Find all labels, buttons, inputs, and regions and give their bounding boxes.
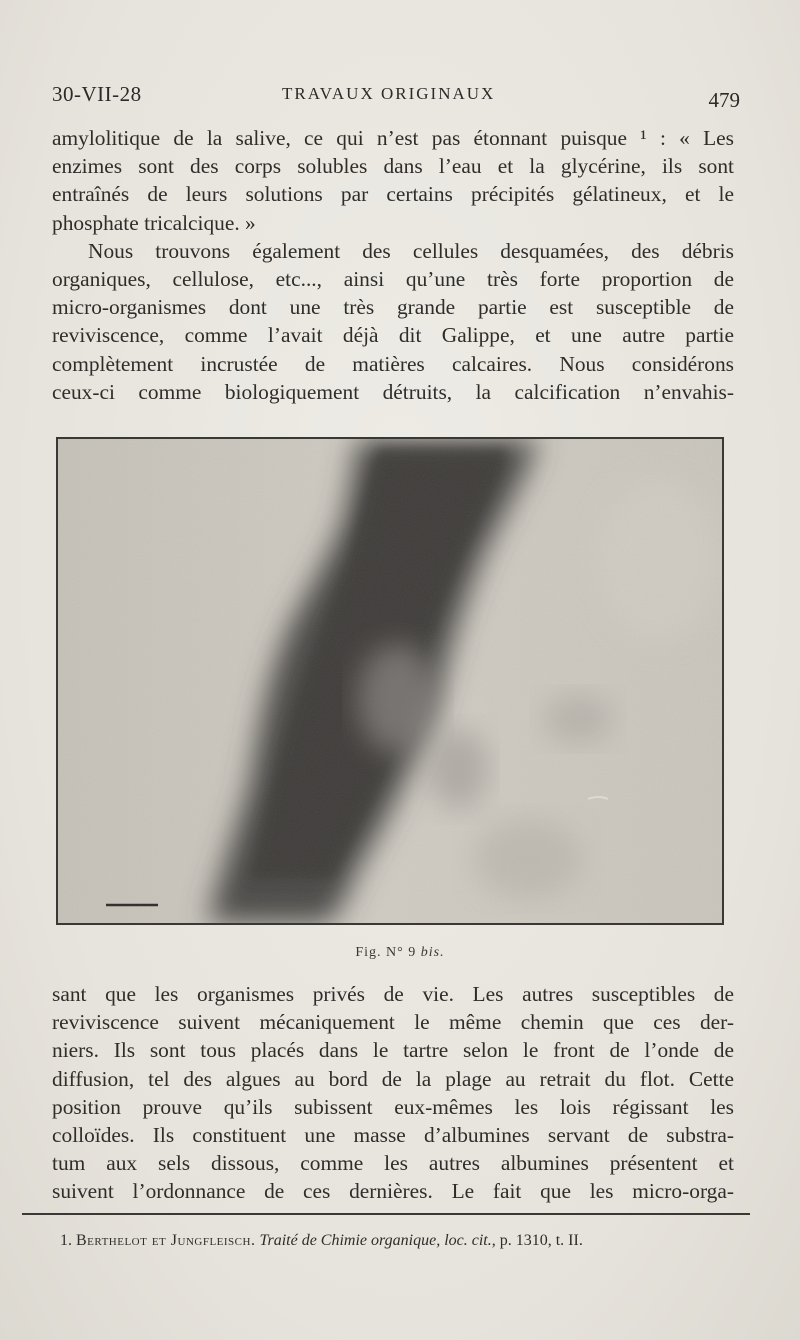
page-header [52,78,740,110]
text-line: amylolitique de la salive, ce qui n’est pas étonnant puisque ¹ : « Les [52,126,734,150]
text-line: niers. Ils sont tous placés dans le tartre selon le front de l’onde de [52,1038,734,1063]
footnote-title: Traité de Chimie organique, loc. cit., [259,1232,496,1249]
text-line: enzimes sont des corps solubles dans l’eau et la glycérine, ils sont [52,154,734,179]
body-text-bottom [52,980,734,1206]
issue-date: 30-VII-28 [52,82,142,106]
text-line: micro-organismes dont une très grande partie est susceptible de [52,295,734,320]
text-line: colloïdes. Ils constituent une masse d’albumines servant de substra- [52,1123,734,1148]
micrograph-figure [56,437,724,925]
caption-label: Fig. N° 9 [355,945,417,960]
footnote-divider [22,1213,750,1215]
footnote [60,1232,583,1250]
text-line: organiques, cellulose, etc..., ainsi qu’une très forte proportion de [52,267,734,292]
text-line: Nous trouvons également des cellules desquamées, des débris [88,238,734,263]
text-line: entraînés de leurs solutions par certains précipités gélatineux, et le [52,182,734,207]
caption-suffix: bis. [420,945,445,960]
text-line: sant que les organismes privés de vie. Les autres susceptibles de [52,982,734,1006]
text-line: diffusion, tel des algues au bord de la plage au retrait du flot. Cette [52,1066,734,1091]
text-line: complètement incrustée de matières calcaires. Nous considérons [52,351,734,376]
text-line: reviviscence, comme l’avait déjà dit Galippe, et une autre partie [52,323,734,348]
text-line: position prouve qu’ils subissent eux-mêmes les lois régissant les [52,1094,734,1119]
figure-caption [0,945,800,961]
footnote-number: 1. [60,1232,72,1249]
text-line: reviviscence suivent mécaniquement le même chemin que ces der- [52,1010,734,1035]
running-title: TRAVAUX ORIGINAUX [282,84,496,103]
page-number: 479 [708,88,740,112]
text-line: ceux-ci comme biologiquement détruits, la calcification n’envahis- [52,379,734,404]
body-text-top [52,124,734,406]
text-line: tum aux sels dissous, comme les autres albumines présentent et [52,1151,734,1176]
micrograph-image [58,439,722,923]
footnote-pages: p. 1310, t. II. [499,1232,583,1249]
footnote-authors: Berthelot et Jungfleisch. [76,1232,256,1249]
text-line: phosphate tricalcique. » [52,210,256,235]
text-line: suivent l’ordonnance de ces dernières. Le fait que les micro-orga- [52,1179,734,1204]
